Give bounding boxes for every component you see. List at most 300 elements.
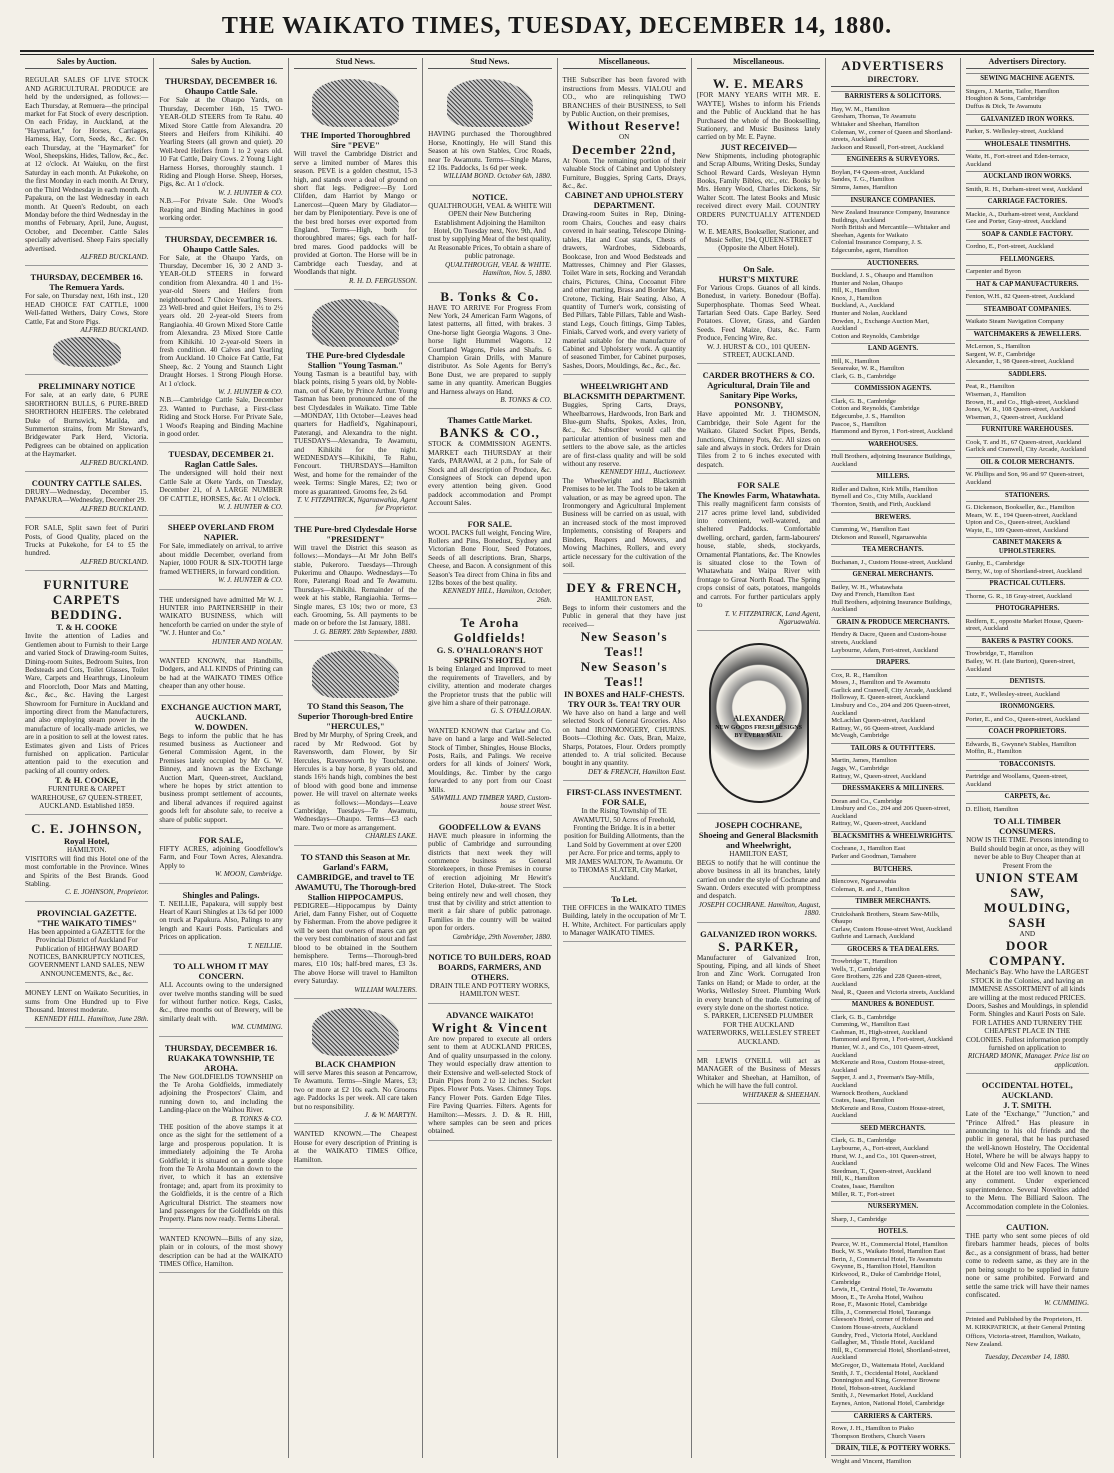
ad-body: For Sale, at the Ohaupo Yards, on Thursday, December 16, 30 2 AND 3-YEAR-OLD STEERS in forward condition from Alexandra. 40 1 and 1½-year-old Steers and Heifers from neighbourhood. 7 Choice Yearling Steers. 23 Well-bred and quiet Heifers, 1½ to 2½ years old. 20 2-year-old Steers from Rangiaohia. 40 Grown Mixed Store Cattle from Alexandra. 23 Mixed Store Cattle from Kihikihi. 10 2-year-old Steers in fresh condition. 40 Calves and Yearling from Auckland. 10 Choice Fat Cattle, Fat Sheep, &c. 2 Young and Staunch Light Draught Horses. 1 Strong Plough Horse. At 1 o'clock. (159, 253, 283, 388)
directory-section-heading: LAND AGENTS. (831, 343, 954, 355)
directory-section-heading: MILLERS. (831, 471, 954, 483)
directory-entry: Hunter and Nolan, Auckland (831, 309, 908, 317)
ad-body: NOW IS THE TIME. Persons intending to Build should begin at once, as they will never be able to Buy Cheaper than at Present From the (966, 836, 1089, 870)
ad-carlaw-timber (428, 724, 551, 816)
directory-entry: Linsbury and Co., 204 and 206 Queen-street, Auckland (831, 701, 951, 717)
ad-wheelwright-department (563, 378, 686, 574)
ad-body: DRAIN TILE AND POTTERY WORKS, HAMILTON WEST. (429, 982, 550, 999)
column-2 (154, 58, 288, 1458)
ad-ohaupo-cattle-sale (159, 73, 282, 227)
directory-entry: Garlick and Cranwell, City Arcade, Auckland (965, 446, 1086, 454)
ad-body: New Shipments, including photographic and Scrap Albums, Writing Desks, Sunday School Reward Cards, Wesleyan Hymn Books, Family Bibles, etc., etc. Books by Mrs. Henry Wood, Charles Dickens, Sir Walter Scott. The latest Books and Music received direct every Mail. COUNTRY ORDERS PUNCTUALLY ATTENDED TO. (696, 151, 821, 228)
ad-body: MR LEWIS O'NEILL will act as MANAGER of the Business of Messrs Whitaker and Sheehan, at Hamilton, of which he will have the full control. (696, 1057, 821, 1091)
directory-entry: Jackson and Russell, Fort-street, Auckland (831, 143, 944, 151)
ad-heading: THURSDAY, DECEMBER 16. (30, 272, 143, 283)
ad-location: HAMILTON. (67, 846, 107, 855)
directory-entry: Parker and Goodman, Tamahere (831, 852, 917, 860)
column-8 (961, 58, 1094, 1458)
directory-section-heading: CARRIAGE FACTORIES. (966, 196, 1089, 208)
ad-display-line: FURNITURE (43, 577, 130, 593)
directory-entry: Bailey, W. H., Whatawhata (831, 583, 903, 591)
ad-body: will serve Mares this season at Pencarrow, Te Awamutu. Terms—Single Mares, £3; two or more at £2 10s each. No Grooms age. Paddocks 1s per week. All care taken but no responsibility. (293, 1069, 418, 1111)
directory-entry: Redfern, E., opposite Market House, Queen-street, Auckland (965, 617, 1084, 633)
horse-engraving (312, 79, 398, 127)
ad-ruakaka-township (159, 1040, 282, 1229)
ad-wright-vincent (428, 1007, 551, 1141)
directory-entry: Hunter and Nolan, Ohaupo (831, 279, 903, 287)
directory-section-heading: SEED MERCHANTS. (831, 1123, 954, 1135)
ad-body: Late of the "Exchange," "Junction," and "Prince Alfred." Has pleasure in announcing to his old friends and the public in general, that he has purchased the well-known Hostelry, The Occidental Hotel, Where he will be always happy to welcome Old and New Faces. The Wines at the Hotel are too well known to need any comment. Under experienced superintendence. Several Novelties added to the Menu. The Billiard Saloon. The Accommodation complete in the Colonies. (965, 1110, 1089, 1211)
column-7 (826, 58, 960, 1465)
directory-section-heading: OIL & COLOR MERCHANTS. (966, 457, 1089, 469)
ad-display-line: W. E. MEARS (712, 76, 805, 92)
directory-entry: McKenzie and Ross, Custom House-street, Auckland (831, 1059, 945, 1074)
ad-body: ALL Accounts owing to the undersigned over twelve months standing will be sued for without further notice. Kegs, Casks, &c., three months out of Brewery, will be similarly dealt with. (159, 981, 283, 1023)
ad-subheading: The Knowles Farm, Whatawhata. (697, 490, 820, 501)
directory-entry: Donnington and King, Governor Browne Hotel, Hobson-street, Auckland (831, 1377, 940, 1392)
ad-display-line: ADVERTISERS (841, 58, 945, 73)
ad-body: HAVING purchased the Thoroughbred Horse, Knottingly, He will Stand this Season at his own Stables, Croc Roads, near Te Awamutu. Terms—Single Mares, £2 10s. Paddocks, 1s 6d per week. (428, 130, 552, 173)
ad-shingles-palings (159, 887, 282, 955)
ad-body: Has been appointed a GAZETTE for the Provincial District of Auckland For Publication of HIGHWAY BOARD NOTICES, BANKRUPTCY NOTICES, GOVERNMENT LAND SALES, NEW ANNOUNCEMENTS, &c., &c. (28, 927, 145, 978)
directory-section-heading: SADDLERS. (966, 369, 1089, 381)
ad-heading: TO Stand this Season, The Superior Thorough-bred Entire "HERCULES," (297, 701, 413, 732)
ad-signature: Cambridge, 29th November, 1880. (452, 932, 552, 941)
directory-entry: Cruickshank Brothers, Steam Saw-Mills, Ohaupo (831, 910, 940, 926)
ad-wool-packs (428, 516, 551, 610)
directory-entry: Thompson Brothers, Church Vasers (831, 1432, 926, 1440)
directory-entry: Day and French, Hamilton East (831, 591, 915, 599)
ad-body: WOOL PACKS full weight, Fencing Wire, Rollers and Pins, Bonedust, Sydney and Victorian Bone Flour, Seed Potatoes, Seeds of all descriptions. Bran, Sharps, Cheese, and Bacon. A consignment of this Season's Tea direct from China in fibs and 12lbs boxes of the best quality. (428, 528, 552, 588)
column-heading: Sales by Auction. (159, 58, 282, 69)
directory-entry: Lewis, H., Central Hotel, Te Awamutu (831, 1286, 933, 1294)
directory-entry: Gee and Porter, Gray-street, Auckland (965, 218, 1067, 226)
ad-body: HAVE much pleasure in informing the public of Cambridge and surrounding districts that next week they will commence business as General Storekeepers, in those Premises in course of erection adjoining Mr Hewitt's Criterion Hotel, Duke-street. The Stock being entirely new and well chosen, they trust that by civility and strict attention to merit a fair share of public patronage. Families in the country will be waited upon for orders. (428, 831, 552, 933)
directory-entry: Wiseman, J., Queen-street, Auckland (965, 413, 1064, 421)
directory-entry: Edgecumbe, J. S., Hamilton (831, 413, 906, 421)
directory-section-heading: SOAP & CANDLE FACTORY. (966, 229, 1089, 241)
directory-entry: Upton and Co., Queen-street, Auckland (965, 519, 1070, 527)
ad-body: WANTED KNOWN that Carlaw and Co. have on hand a large and Well-Selected Stock of Timber, Shingles, House Blocks, Posts, Rails, and Palings. We receive orders for all kinds of Joiners' Work, Mouldings, &c. Timber by the cargo forwarded to any port from our Coast Mills. (428, 726, 552, 794)
ad-heading: THURSDAY, DECEMBER 16. (164, 76, 278, 87)
directory-entry: D. Elliott, Hamilton (965, 805, 1019, 813)
ad-signature: T. V. FITZPATRICK, Land Agent, Ngaruawahia. (724, 609, 821, 626)
ad-display-line: DEY & FRENCH, (566, 580, 682, 596)
ad-signature: WM. CUMMING. (231, 1023, 283, 1032)
ad-signature: SAWMILL AND TIMBER YARD, Custom-house street West. (430, 793, 552, 811)
ad-goodfellow-evans (428, 819, 551, 946)
ad-heading: NOTICE TO BUILDERS, ROAD BOARDS, FARMERS, AND OTHERS. (428, 952, 552, 983)
ad-cooke-furniture (25, 574, 148, 815)
directory-section-heading: TEA MERCHANTS. (831, 544, 954, 556)
ad-body: THE Subscriber has been favored with instructions from Messrs. VIALOU and CO., who are relinquishing TWO BRANCHES of their BUSINESS, to Sell by Public Auction, on their premises, (562, 76, 686, 119)
ad-try-our-tea: TRY OUR 3s. TEA! TRY OUR (567, 698, 681, 709)
directory-entry: Neal, R., Queen and Victoria streets, Auckland (831, 988, 955, 996)
directory-section-heading: MANURES & BONEDUST. (831, 999, 954, 1011)
ad-lewis-oneill (697, 1054, 820, 1104)
directory-section-heading: DENTISTS. (966, 676, 1089, 688)
directory-entry: Rose, F., Masonic Hotel, Cambridge (831, 1301, 928, 1309)
ad-display-line: BANKS & CO., (439, 425, 540, 441)
ad-display-line: UNION STEAM SAW, (975, 869, 1080, 900)
directory-entry: Sandes, T. G., Hamilton (831, 176, 895, 184)
column-heading: DIRECTORY. (831, 76, 954, 87)
ad-body: In the Rising Township of TE AWAMUTU, 50 Acres of Freehold, Fronting the Bridge. It is in a better position for Building Allotments, than the Land Sold by Government at over £200 per Acre. For price and terms, apply to MR JAMES WALTON, Te Awamutu. Or to THOMAS SLATER, City Market, Auckland. (564, 807, 685, 883)
ad-heading: JUST RECEIVED— (720, 141, 797, 152)
directory-list (831, 91, 954, 1465)
directory-entry: Buchanan, J., Custom House-street, Auckland (831, 558, 953, 566)
ad-black-champion (294, 1002, 417, 1124)
ad-body: FIFTY ACRES, adjoining Goodfellow's Farm, and Four Town Acres, Alexandra. Apply to (159, 845, 283, 870)
badge-name: ALEXANDER (733, 714, 784, 724)
ad-signature: G. S. O'HALLORAN. (490, 707, 552, 716)
ad-subheading: W. DOWDEN. (194, 721, 248, 732)
ad-young-tasman (294, 293, 417, 518)
ad-body: WANTED KNOWN.—The Cheapest House for every description of Printing is at the WAIKATO TIMES Office, Hamilton. (293, 1130, 418, 1164)
ad-union-steam-saw (966, 813, 1089, 1074)
directory-entry: Ellis, J., Commercial Hotel, Tauranga (831, 1308, 931, 1316)
ad-signature: ALFRED BUCKLAND. (80, 557, 149, 566)
ad-partnership (159, 593, 282, 651)
ad-heading: PRELIMINARY NOTICE (38, 381, 136, 392)
directory-entry: McKenzie and Ross, Custom House-street, Auckland (831, 1104, 945, 1120)
ad-location: HAMILTON EAST, (594, 595, 654, 604)
ad-display-line: MOULDING, SASH (983, 899, 1071, 930)
ad-signature: W. E. MEARS, Bookseller, Stationer, and Music Seller, 194, QUEEN-STREET (Opposite the Albert Hotel). (698, 227, 819, 253)
ad-signature: JOSEPH COCHRANE. Hamilton, August, 1880. (698, 900, 821, 918)
ad-s-parker (697, 926, 820, 1051)
ad-signature: R. H. D. FERGUSSON. (349, 276, 418, 285)
directory-entry: New Zealand Insurance Company, Insurance Buildings, Auckland (831, 208, 950, 224)
directory-entry: Dowden, J., Exchange Auction Mart, Auckland (831, 317, 930, 333)
ad-heading: CABINET AND UPHOLSTERY DEPARTMENT. (564, 190, 684, 211)
ad-thames-cattle-market (428, 412, 551, 512)
badge-slogan: NEW GOODS FRESH DESIGNS BY EVERY MAIL (715, 724, 802, 740)
ad-wanted-known-bills (159, 1232, 282, 1274)
directory-entry: Laybourne, Adam, Fort-street, Auckland (831, 646, 939, 654)
ad-subheading: RUAKAKA TOWNSHIP, TE AROHA. (167, 1052, 275, 1073)
ad-note: N.B.—Cambridge Cattle Sale, December 23. Wanted to Purchase, a First-class Riding and Stock Horse. For Private Sale, 1 Wood's Reaping and Binding Machine in good order. (159, 396, 283, 439)
ad-body: For Various Crops. Guanos of all kinds. Bonedust, in variety. Bonedour (Boffa). Superphosphate. Thomas Seed Wheat. Tartarian Seed Oats. Cape Barley. Seed Potatoes. Clover, Grass, and Garden Seeds. Feed Maize, Oats, &c. Farm Produce, Fencing Wire, &c. (696, 283, 821, 343)
directory-entry: Sapper, J. and J., Freeman's Bay-Mills, Auckland (831, 1074, 934, 1089)
directory-entry: Hammond and Byron, 1 Fort-street, Auckland (831, 1036, 953, 1044)
ad-heading: FOR SALE (737, 480, 780, 491)
ad-raglan-cattle-sales (159, 446, 282, 516)
ad-heading: FOR SALE, (198, 835, 244, 846)
directory-entry: Waite, H., Fort-street and Eden-terrace, Auckland (965, 153, 1070, 168)
directory-section-heading: FURNITURE WAREHOUSES. (966, 424, 1089, 436)
ad-body: VISITORS will find this Hotel one of the most comfortable in the Province. Wines and Spirits of the Best Brands. Good Stabling. (25, 854, 149, 889)
ad-heading: EXCHANGE AUCTION MART, AUCKLAND. (160, 701, 282, 722)
ad-heading: FIRST-CLASS INVESTMENT. (566, 787, 682, 798)
ad-heading: THE Pure-bred Clydesdale Stallion "Young Tasman." (306, 349, 405, 370)
directory-section-heading: IRONMONGERS. (966, 701, 1089, 713)
directory-entry: Ridler and Dalton, Kirk Mills, Hamilton (831, 485, 938, 493)
ad-body: Will travel the Cambridge District and serve a limited number of Mares this season. PEVE is a golden chestnut, 15-3 high, and stands over a deal of ground on short flat legs. Pedigree:—By Lord Clifden, dam Harriot by Mango or Lanercost—Queen Mary by Gladiator—her dam by Plenipotentiary. Peve is one of the best bred horses ever exported from England. Terms—High, both for thoroughbred mares; 6gs. each for half-bred mares. Good paddocks will be provided at Gorton. The Horse will be in Cambridge each Tuesday, and at Woodlands that night. (293, 150, 418, 277)
ad-body: This really magnificent farm consists of 217 acres prime level land, subdivided into convenient, well-watered, and sheltered Paddocks. Comfortable dwelling, orchard, garden, farm-labourers' house, stable, sheds, stockyards, Ornamental Plantations, &c. The Knowles is situated close to the Town of Whatawhata and Waipa River with frontage to Great North Road. The Spring crops consist of oats, potatoes, mangolds and carrots. For further particulars apply to (696, 500, 821, 610)
masthead-rule-thin (20, 54, 1094, 55)
ad-display-line: December 22nd, (572, 141, 677, 157)
ad-heading: OCCIDENTAL HOTEL, AUCKLAND. (981, 1080, 1073, 1101)
ad-heading: GOODFELLOW & EVANS (438, 821, 541, 832)
ad-wanted-known-printing (159, 654, 282, 696)
ad-display-line: New Season's Teas!! (580, 658, 668, 689)
ad-signature: T. V. FITZPATRICK, Ngaruawahia, Agent for Proprietor. (296, 496, 418, 513)
ad-exchange-auction-mart (159, 699, 282, 829)
column-heading: Advertisers Directory. (966, 58, 1089, 69)
directory-entry: Garlick and Cranwell, City Arcade, Auckland (831, 686, 952, 694)
ad-body: Invite the attention of Ladies and Gentlemen about to Furnish to their Large and varied Stock of Drawing-room Suites, Dining-room Suites, Bedroom Suites, Iron Bedsteads and Cots, Toilet Glasses, Toilet Ware, Carpets and Hearthrugs, Linoleum and Floorcloth, Door Mats and Matting, &c., &c., &c. Having the Largest Showroom for Furniture in Auckland and importing direct from the Manufacturers, and also employing steam power in the manufacture of locally-made articles, we are in a position to sell at the lowest rates. Estimates given and Lists of Prices furnished on application. Particular attention paid to the execution and packing of all country orders. (25, 632, 149, 775)
ad-heading: Royal Hotel, (64, 836, 110, 847)
ad-knowles-farm (697, 477, 820, 631)
ad-country-cattle-sales (25, 475, 148, 518)
directory-entry: Edwards, B., Gwynne's Stables, Hamilton (965, 740, 1077, 748)
directory-entry: Linsbury and Co., 204 and 206 Queen-street, Auckland (831, 805, 951, 820)
directory-entry: Buckland, A., Auckland (831, 302, 895, 310)
ad-body: Are now prepared to execute all orders sent to them at AUCKLAND PRICES, And of quality unsurpassed in the colony. They would especially draw attention to their Extensive and well-selected Stock of Drain Pipes from 2 to 12 inches. Socket Pipes. Flower Pots. Vases. Chimney Tops. Fancy Flower Pots. Garden Edge Tiles. Fire Paving Quarries. Filters. Agents for Hamilton:—Messrs. J. D. & R. Hill, where samples can be seen and prices obtained. (428, 1034, 552, 1136)
directory-entry: Waikato Steam Navigation Company (965, 318, 1064, 326)
ad-subheading: FOR SALE, (601, 797, 647, 808)
ad-display-line: New Season's Teas!! (580, 628, 668, 659)
ad-body: DRURY—Wednesday, December 15. PAPAKURA—Wednesday, December 29. (25, 488, 149, 505)
alexander-badge-illustration (709, 643, 809, 803)
ad-heading: TO ALL TIMBER CONSUMERS. (993, 816, 1061, 837)
directory-entry: Cordno, E., Fort-street, Auckland (965, 243, 1054, 251)
ad-signature: B. TONKS & CO. (231, 1114, 283, 1123)
directory-entry: Rattray, W., Queen-street, Auckland (831, 772, 927, 780)
ad-peve (294, 73, 417, 290)
directory-entry: Cook, T. and H., 67 Queen-street, Auckland (965, 438, 1082, 446)
ad-subheading: J. T. SMITH. (1003, 1100, 1052, 1111)
column-4 (423, 58, 557, 1458)
directory-title (831, 58, 954, 73)
ad-body: MONEY LENT on Waikato Securities, in sums from One Hundred up to Five Thousand. Interest moderate. (25, 989, 149, 1015)
ad-body: Buggies, Spring Carts, Drays, Wheelbarrows, Hardwoods, Iron Bark and Blue-gum Shafts, Spokes, Axles, Iron, &c., &c. Subscriber would call the particular attention of business men and settlers to the above sale, as the articles are of first-class quality and will be sold without any reserve. (562, 401, 686, 469)
ad-heading: FOR SALE. (467, 518, 513, 529)
directory-entry: Gleeson's Hotel, corner of Hobson and Custom House-streets, Auckland (831, 1316, 934, 1332)
imprint: Printed and Published by the Proprietors, H. M. KIRKPATRICK, at their General Printing Offices, Victoria-street, Hamilton, Waikato, New Zealand. (965, 1315, 1085, 1348)
directory-entry: Moffin, R., Hamilton (965, 748, 1022, 756)
horse-engraving (312, 299, 398, 347)
directory-entry: Seeareake, W. R., Hamilton (831, 365, 905, 373)
directory-entry: Blencowe, Ngaruawahia (831, 877, 897, 885)
ad-money-lent (25, 986, 148, 1028)
directory-list (966, 73, 1089, 813)
ad-hercules (294, 644, 417, 845)
ad-te-aroha-goldfields (428, 612, 551, 720)
directory-entry: Colonial Insurance Company, J. S. Edgecumbe, agent, Hamilton (831, 239, 923, 254)
directory-entry: Boylan, F4 Queen-street, Auckland (831, 168, 925, 176)
ad-signature: ALFRED BUCKLAND. (80, 252, 149, 261)
directory-entry: Smith, R. H., Durham-street west, Auckland (965, 185, 1083, 193)
ad-heading: CAUTION. (1006, 1222, 1049, 1233)
directory-entry: Holloway, E. Queen-street, Auckland (831, 694, 930, 702)
directory-entry: Partridge and Woollams, Queen-street, Auckland (965, 773, 1068, 788)
directory-section-heading: GROCERS & TEA DEALERS. (831, 944, 954, 956)
directory-entry: Hull Brothers, adjoining Insurance Buildings, Auckland (831, 453, 952, 468)
ad-signature: B. TONKS & CO. (500, 395, 552, 404)
ad-to-all-whom (159, 958, 282, 1036)
ad-subheading: Ohaupo Cattle Sale. (184, 86, 258, 97)
directory-section-heading: STEAMBOAT COMPANIES. (966, 304, 1089, 316)
ad-heading: THURSDAY, DECEMBER 16. (164, 1042, 278, 1053)
directory-entry: Moses, J., Hamilton and Te Awamutu (831, 679, 931, 687)
ad-occidental-hotel (966, 1077, 1089, 1216)
directory-entry: Mackie, A., Durham-street west, Auckland (965, 210, 1079, 218)
directory-entry: Clark, G. B., Cambridge (831, 1137, 896, 1145)
ad-remuera-yards (25, 269, 148, 375)
directory-section-heading: DRESSMAKERS & MILLINERS. (831, 783, 954, 795)
ad-signature: ALFRED BUCKLAND. (80, 504, 149, 513)
ad-heading: THE Imported Thoroughbred Sire "PEVE" (300, 130, 411, 151)
directory-entry: McLernon, S., Hamilton (965, 343, 1031, 351)
directory-entry: Martin, James, Hamilton (831, 757, 897, 765)
ad-heading: Thames Cattle Market. (447, 415, 533, 426)
directory-entry: Whitaker and Sheehan, Hamilton (831, 121, 920, 128)
ad-heading: ADVANCE WAIKATO! (446, 1009, 534, 1020)
ad-body: Young Tasman is a beautiful bay, with black points, rising 5 years old, by Noble-man, out of Kate, by Prince Arthur. Young Tasman has been pronounced one of the best Clydesdales in Waikato. Time Table—MONDAY, 11th October—Leaves head quarters for Hadfield's, Ngahinapouri, Paterangi, and Alexandra to the night. TUESDAYS—Alexandra, Te Awamutu, and Kihikihi for the night. WEDNESDAYS—Kihikihi, Te Rahu, Fencourt. THURSDAYS—Hamilton West, and home for the remainder of the week. Terms: Single Mares, £2; two or more as guaranteed. Grooms fee, 2s 6d. (293, 369, 418, 496)
ad-signature: W. J. HUNTER & CO. (218, 503, 283, 512)
directory-entry: Jaggs, W., Cambridge (831, 764, 889, 772)
directory-entry: Miller, R. T., Fort-street (831, 1190, 895, 1198)
ad-signature: WILLIAM BOND. October 6th, 1880. (443, 172, 552, 181)
directory-entry: Laybourne, A., Fort-street, Auckland (831, 1144, 929, 1152)
directory-entry: Knox, J., Hamilton (831, 294, 882, 302)
directory-entry: Sharp, J., Cambridge (831, 1215, 887, 1223)
directory-entry: Berin, J., Commercial Hotel, Te Awamutu (831, 1255, 942, 1263)
ad-connector: ON (618, 133, 630, 142)
ad-signature: RICHARD MONK, Manager. Price list on application. (967, 1052, 1089, 1069)
directory-entry: Coates, Isaac, Hamilton (831, 1097, 895, 1105)
ad-heading: T. & H. COOKE, (55, 775, 119, 786)
directory-entry: Hull Brothers, adjoining Insurance Buildings, Auckland (831, 598, 952, 614)
directory-entry: Warnock Brothers, Auckland (831, 1089, 908, 1097)
ad-body: Will travel the District this season as follows:—Mondays—At Mr John Bell's stable, Pukeroro. Tuesdays—Through Pukerimu and Ohaupo. Wednesdays—To Rore, Paterangi Road and Te Awamutu. Thursdays—Kihikihi. Remainder of the week at his stable, Rangiaohia. Terms—Single mares, £3 10s; two or more, £3 each. Grooming, 5s. All payments to be made on or before the 1st January, 1881. (293, 543, 418, 628)
ad-display-line: C. E. JOHNSON, (31, 821, 143, 837)
directory-section-heading: SEWING MACHINE AGENTS. (966, 73, 1089, 85)
directory-section-heading: AUCTIONEERS. (831, 258, 954, 270)
directory-entry: Coleman, R. and J., Hamilton (831, 885, 910, 893)
directory-entry: Gresham, Thomas, Te Awamutu (831, 113, 916, 121)
ad-dey-french (563, 577, 686, 781)
directory-section-heading: COMMISSION AGENTS. (831, 383, 954, 395)
ad-signature: C. E. JOHNSON, Proprietor. (64, 888, 149, 897)
ad-heading: GALVANIZED IRON WORKS. (700, 928, 817, 939)
ad-heading: Shingles and Palings. (182, 889, 260, 900)
directory-entry: Hay, W. M., Hamilton (831, 105, 890, 113)
ad-signature: T. NEILLIE. (247, 941, 283, 950)
directory-entry: Thorne, G. R., 18 Gray-street, Auckland (965, 592, 1072, 600)
ad-subheading: The Remuera Yards. (49, 282, 125, 293)
directory-entry: Pearce, W. H., Commercial Hotel, Hamilton (831, 1240, 948, 1248)
directory-entry: Cotton and Reynolds, Cambridge (831, 332, 920, 340)
ad-body: Mechanic's Bay. Who have the LARGEST STOCK in the Colonies, and having an IMMENSE ASSORTMENT of all kinds are willing at the most reduced PRICES. Doors, Sashes and Mouldings, in splendid Form. Shingles and Kauri Posts on Sale. FOR LATHES AND TURNERY THE CHEAPEST PLACE IN THE COLONIES. Fullest information promptly furnished on application to (965, 968, 1089, 1052)
ad-mears-bookseller (697, 73, 820, 257)
directory-entry: Hammond and Byron, 1 Fort-street, Auckland (831, 428, 953, 436)
directory-entry: Hendry & Dacre, Queen and Custom-house streets, Auckland (831, 631, 947, 646)
ad-display-line: Te Aroha Goldfields! (453, 615, 527, 646)
ad-body: Manufacturer of Galvanized Iron, Spouting, Piping, and all kinds of Sheet Iron and Zinc Work. Corrugated Iron Tanks on Hand; or Made to order, at the Works, Wellesley Street. Plumbing Work in every branch of the trade. Guttering of every style done on the shortest notice. (696, 953, 821, 1012)
ad-royal-hotel (25, 818, 148, 901)
ad-display-line: S. PARKER, (718, 938, 800, 954)
ad-preliminary-notice (25, 378, 148, 472)
ad-body: HAVE TO ARRIVE For Progress From New York, 24 American Farm Wagons, of latest patterns, all fitted, with brakes. 3 One-horse light Georgia Wagons. 3 One-horse light Hummel Wagons. 12 Courtland Wagons, Poles and Shafts. 6 Champion Grain Drills, with Manure distributor. As Sole Agents for Berry's Bone Dust, we are prepared to supply same in any quantity. American Buggies and Harness always on Hand. (428, 303, 552, 396)
ad-signature: HUNTER AND NOLAN. (211, 637, 283, 646)
directory-entry: Wiseman, J., Hamilton (965, 390, 1026, 398)
ad-body: FOR SALE, Split sawn feet of Puriri Posts, of Good Quality, placed on the Trucks at Pukekohe, for £4 to £5 the hundred. (25, 524, 149, 558)
ad-body: [FOR MANY YEARS WITH MR. E. WAYTE], Wishes to inform his Friends and the Public of Auckland that he has Purchased the whole of the Bookselling, Stationery, and Music Business lately carried on by Mr. E. Payne. (696, 91, 821, 142)
ad-hursts-mixture (697, 261, 820, 365)
ad-location: HAMILTON EAST, (729, 850, 788, 859)
directory-section-heading: CARPETS, &c. (966, 791, 1089, 803)
directory-section-heading: BARRISTERS & SOLICITORS. (831, 91, 954, 103)
masthead-rule (20, 50, 1094, 52)
directory-section-heading: GENERAL MERCHANTS. (831, 569, 954, 581)
directory-entry: Fenton, W.H., 82 Queen-street, Auckland (965, 293, 1075, 301)
directory-entry: McGregor, D., Waitemata Hotel, Auckland (831, 1362, 945, 1370)
ad-heading: To Let. (611, 893, 638, 904)
directory-entry: Moon, E., Te Aroha Hotel, Waihou (831, 1293, 924, 1301)
ad-heading: NOTICE. (471, 191, 508, 202)
ad-body: For sale, on Thursday next, 16th inst., 120 HEAD CHOICE FAT CATTLE, 1000 Well-fatted Wethers, Dairy Cows, Store Cattle, Fat and Store Pigs. (25, 292, 149, 326)
ad-heading: T. & H. COOKE (56, 622, 118, 633)
ad-ohaupo-cattle-sales (159, 231, 282, 444)
directory-entry: Houghton & Sons, Cambridge (965, 95, 1046, 103)
ad-body: PEDIGREE—Hippocampus by Dainty Ariel, dam Fanny Fisher, out of Coquette by Fisherman. From the above pedigree it will be seen that owners of mares can get the very best combination of stout and fast blood to be obtained in the Southern hemisphere. Terms—Thorough-bred mares, £10 10s; half-bred mares, £3 3s. The above Horse will travel to Hamilton every Saturday. (293, 901, 418, 986)
newspaper-title: THE WAIKATO TIMES, TUESDAY, DECEMBER 14, 1880. (221, 13, 893, 39)
horse-engraving (447, 79, 533, 127)
ad-caution (966, 1219, 1089, 1313)
directory-section-heading: INSURANCE COMPANIES. (831, 195, 954, 207)
directory-entry: Buck, W. S., Waikato Hotel, Hamilton East (831, 1248, 946, 1256)
directory-entry: Peat, R., Hamilton (965, 383, 1015, 391)
directory-entry: Sargent, W. F., Cambridge (965, 350, 1036, 358)
directory-entry: Smith, J., Newmarket Hotel, Auckland (831, 1392, 934, 1400)
column-heading: Stud News. (294, 58, 417, 69)
directory-entry: Mears, W. E., 194 Queen-street, Auckland (965, 511, 1077, 519)
directory-section-heading: TAILORS & OUTFITTERS. (831, 743, 954, 755)
directory-entry: McLachlan Queen-street, Auckland (831, 717, 926, 725)
column-3 (289, 58, 423, 1458)
directory-entry: Cashman, H., High-street, Auckland (831, 1028, 928, 1036)
directory-entry: Singers, J. Martin, Tailor, Hamilton (965, 87, 1060, 95)
ad-signature: W. J. HUNTER & CO. (218, 388, 283, 396)
directory-entry: Bailey, W. H. (late Burton), Queen-street, Auckland (965, 657, 1076, 673)
ad-heading: PROVINCIAL GAZETTE. (36, 907, 137, 918)
directory-entry: Steedman, T., Queen-street, Auckland (831, 1167, 932, 1175)
ad-signature: J. & W. MARTYN. (364, 1111, 418, 1120)
ad-puriri-posts (25, 521, 148, 571)
ad-heading: JOSEPH COCHRANE, (715, 820, 803, 831)
ad-heading: TO STAND this Season at Mr. Garland's FARM, CAMBRIDGE, and travel to TE AWAMUTU, The Thorough-bred Stallion HIPPOCAMPUS. (294, 851, 416, 902)
ad-body: REGULAR SALES OF LIVE STOCK AND AGRICULTURAL PRODUCE are held by the undersigned, as follows:— Each Thursday, at Remuera—the principal market for Fat Stock of every description. On each Friday, in Auckland, at the "Haymarket," for Horses, Carriages, Harness, Hay, Corn, Seeds, &c., &c. On each Thursday, at the "Haymarket" for Wool, Sheepskins, Hides, Tallow, &c., &c. at 12 o'clock. At Waiuku, on the first Saturday in each month. At Pukekohe, on the first Monday in each month. At Drury, on the Third Wednesday in each month. At Papakura, on the last Wednesday in each month. At Queen's Redoubt, on each Monday before the third Wednesday in the months of February, April, June, August, October, and December. Cattle Sales specially advertised. Sheep Fairs specially advertised. (25, 76, 149, 253)
directory-entry: Gallagher, M., Thistle Hotel, Auckland (831, 1339, 935, 1347)
ad-body: WANTED KNOWN—Bills of any size, plain or in colours, of the most showy description can be had at the WAIKATO TIMES Office, Hamilton. (159, 1234, 283, 1269)
ad-first-class-investment (563, 784, 686, 888)
ad-body: The Wheelwright and Blacksmith Premises to be let. The Tools to be taken at valuation, or as may be agreed upon. The Ironmongery and Agricultural Implement Business will be carried on as usual, with an increased stock of the most improved Implements, consisting of Reapers and Binders, Reapers and Mowers, and Mowing Machines, Rollers, and every article necessary for the cultivation of the soil. (562, 476, 686, 569)
directory-entry: Cox, R. R., Hamilton (831, 671, 888, 679)
directory-entry: Coates, Isaac, Hamilton (831, 1182, 895, 1190)
directory-entry: Thornton, Smith, and Firth, Auckland (831, 501, 931, 509)
directory-section-heading: PRACTICAL CUTLERS. (966, 578, 1089, 590)
ad-signature: WILLIAM WALTERS. (354, 985, 418, 994)
ad-body: Have appointed Mr. J. THOMSON, Cambridge, their Sole Agent for the Waikato. Glazed Socket Pipes, Bends, Junctions, Chimney Pots, &c. All sizes on sale and always in stock. Orders for Drain Tiles from 2 to 6 inches executed with despatch. (696, 410, 821, 469)
directory-section-heading: BUTCHERS. (831, 864, 954, 876)
ad-heading: G. S. O'HALLORAN'S HOT SPRING'S HOTEL (436, 645, 543, 666)
directory-entry: Wells, T., Cambridge (831, 965, 888, 973)
ad-body: We have also on hand a large and well selected Stock of General Groceries. Also on hand IRONMONGERY, CHURNS. Boots—Clothing &c. Oats, Bran, Maize, Sharps, Potatoes, Flour. Orders promptly attended to. A trial solicited. Because bought in any quantity. (562, 708, 686, 768)
ad-tonks-wagons (428, 286, 551, 410)
